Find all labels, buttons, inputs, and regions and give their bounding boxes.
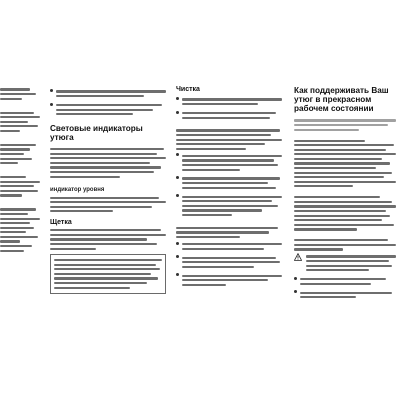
text-line	[294, 162, 390, 164]
text-line	[182, 200, 272, 202]
text-line	[0, 231, 26, 233]
text-line	[300, 283, 371, 285]
bullet-icon	[176, 242, 179, 245]
text-line	[294, 119, 396, 121]
bullet-item	[176, 96, 282, 108]
text-line	[50, 234, 166, 236]
text-line	[176, 139, 282, 141]
text-line	[182, 196, 282, 198]
bullet-item	[294, 276, 396, 288]
bullet-icon	[50, 89, 53, 92]
text-line	[50, 238, 147, 240]
section-title-cleaning: Чистка	[176, 86, 200, 93]
text-line	[294, 149, 386, 151]
column-cleaning	[176, 86, 282, 290]
text-line	[0, 121, 28, 123]
text-line	[182, 266, 254, 268]
text-line	[0, 158, 32, 160]
bullet-item	[176, 272, 282, 288]
bullet-item	[176, 241, 282, 253]
text-line	[176, 143, 265, 145]
text-line	[56, 113, 133, 115]
bullet-icon	[294, 277, 297, 280]
text-line	[50, 171, 154, 173]
text-line	[182, 112, 276, 114]
text-line	[182, 284, 226, 286]
subheading-level-indicator: индикатор уровня	[50, 187, 105, 194]
text-line	[0, 213, 28, 215]
text-line	[0, 227, 34, 229]
text-line	[54, 287, 130, 289]
text-line	[294, 172, 392, 174]
text-line	[0, 112, 34, 114]
text-line	[50, 201, 166, 203]
text-line	[0, 93, 36, 95]
text-line	[0, 218, 40, 220]
text-line	[56, 90, 166, 92]
warning-note	[294, 253, 396, 274]
text-line	[0, 236, 38, 238]
text-line	[306, 260, 389, 262]
bullet-icon	[176, 194, 179, 197]
text-line	[176, 148, 246, 150]
warning-triangle-icon	[294, 253, 302, 261]
text-line	[176, 129, 280, 131]
text-line	[294, 196, 380, 198]
text-line	[176, 236, 240, 238]
text-line	[294, 205, 396, 207]
text-line	[0, 88, 30, 90]
bullet-icon	[50, 103, 53, 106]
bullet-icon	[176, 176, 179, 179]
text-line	[50, 229, 161, 231]
text-line	[0, 144, 36, 146]
text-line	[54, 264, 156, 266]
text-line	[294, 244, 396, 246]
text-line	[0, 125, 38, 127]
text-line	[182, 209, 262, 211]
text-line	[0, 153, 24, 155]
text-line	[294, 201, 392, 203]
text-line	[0, 194, 22, 196]
bullet-item	[50, 88, 166, 100]
text-line	[182, 159, 274, 161]
text-line	[182, 214, 232, 216]
text-line	[294, 144, 394, 146]
text-line	[54, 277, 158, 279]
text-line	[54, 282, 147, 284]
text-line	[50, 248, 96, 250]
column-maintenance	[294, 86, 396, 303]
text-line	[0, 181, 40, 183]
bullet-item	[176, 193, 282, 218]
text-line	[0, 176, 26, 178]
text-line	[306, 265, 392, 267]
text-line	[182, 169, 240, 171]
bullet-icon	[176, 255, 179, 258]
text-line	[294, 228, 357, 230]
text-line	[182, 164, 278, 166]
text-line	[50, 197, 159, 199]
text-line	[0, 245, 32, 247]
text-line	[54, 268, 160, 270]
text-line	[0, 250, 24, 252]
text-line	[0, 98, 22, 100]
column-indicators-brush	[50, 86, 166, 294]
text-line	[294, 224, 394, 226]
bullet-icon	[176, 153, 179, 156]
text-line	[54, 273, 151, 275]
text-line	[0, 190, 38, 192]
text-line	[300, 278, 386, 280]
text-line	[50, 243, 157, 245]
text-line	[176, 227, 278, 229]
text-line	[182, 187, 276, 189]
text-line	[50, 157, 166, 159]
text-line	[0, 208, 36, 210]
text-line	[182, 248, 264, 250]
text-line	[294, 215, 390, 217]
text-line	[294, 124, 388, 126]
bullet-icon	[176, 111, 179, 114]
text-line	[294, 140, 365, 142]
text-line	[182, 182, 268, 184]
text-line	[0, 116, 40, 118]
text-line	[300, 292, 392, 294]
text-line	[182, 98, 282, 100]
section-title-maintenance: Как поддерживать Ваш утюг в прекрасном рабочем состоянии	[294, 86, 389, 113]
text-line	[56, 95, 144, 97]
bullet-icon	[294, 290, 297, 293]
text-line	[294, 181, 396, 183]
text-line	[56, 109, 153, 111]
text-line	[182, 243, 282, 245]
text-line	[182, 279, 268, 281]
warning-box	[50, 254, 166, 294]
bullet-item	[176, 152, 282, 173]
text-line	[294, 239, 388, 241]
text-line	[0, 222, 30, 224]
bullet-icon	[176, 97, 179, 100]
bullet-item	[176, 110, 282, 122]
text-line	[50, 206, 152, 208]
text-line	[306, 255, 396, 257]
text-line	[0, 185, 34, 187]
text-line	[50, 148, 164, 150]
text-line	[294, 167, 376, 169]
text-line	[0, 162, 18, 164]
column-left-cropped	[0, 86, 44, 254]
text-line	[54, 259, 162, 261]
text-line	[0, 148, 30, 150]
text-line	[0, 130, 20, 132]
text-line	[182, 155, 282, 157]
text-line	[56, 104, 162, 106]
text-line	[50, 162, 150, 164]
text-line	[176, 134, 271, 136]
text-line	[0, 240, 20, 242]
text-line	[182, 257, 276, 259]
bullet-item	[176, 175, 282, 191]
text-line	[294, 129, 359, 131]
text-line	[182, 103, 258, 105]
text-line	[182, 117, 270, 119]
text-line	[50, 166, 161, 168]
text-line	[294, 176, 384, 178]
text-line	[176, 231, 269, 233]
bullet-item	[294, 289, 396, 301]
section-title-indicators: Световые индикаторы утюга	[50, 123, 143, 142]
text-line	[182, 205, 278, 207]
text-line	[50, 210, 113, 212]
text-line	[50, 153, 157, 155]
text-line	[294, 153, 396, 155]
text-line	[294, 210, 386, 212]
bullet-item	[50, 102, 166, 118]
text-line	[294, 185, 353, 187]
text-line	[300, 296, 356, 298]
text-line	[182, 275, 282, 277]
bullet-item	[176, 254, 282, 270]
bullet-icon	[176, 273, 179, 276]
text-line	[306, 269, 369, 271]
text-line	[294, 248, 343, 250]
text-line	[294, 158, 382, 160]
text-line	[182, 261, 280, 263]
section-title-brush: Щетка	[50, 218, 72, 226]
text-line	[182, 177, 280, 179]
text-line	[50, 176, 120, 178]
text-line	[294, 219, 382, 221]
